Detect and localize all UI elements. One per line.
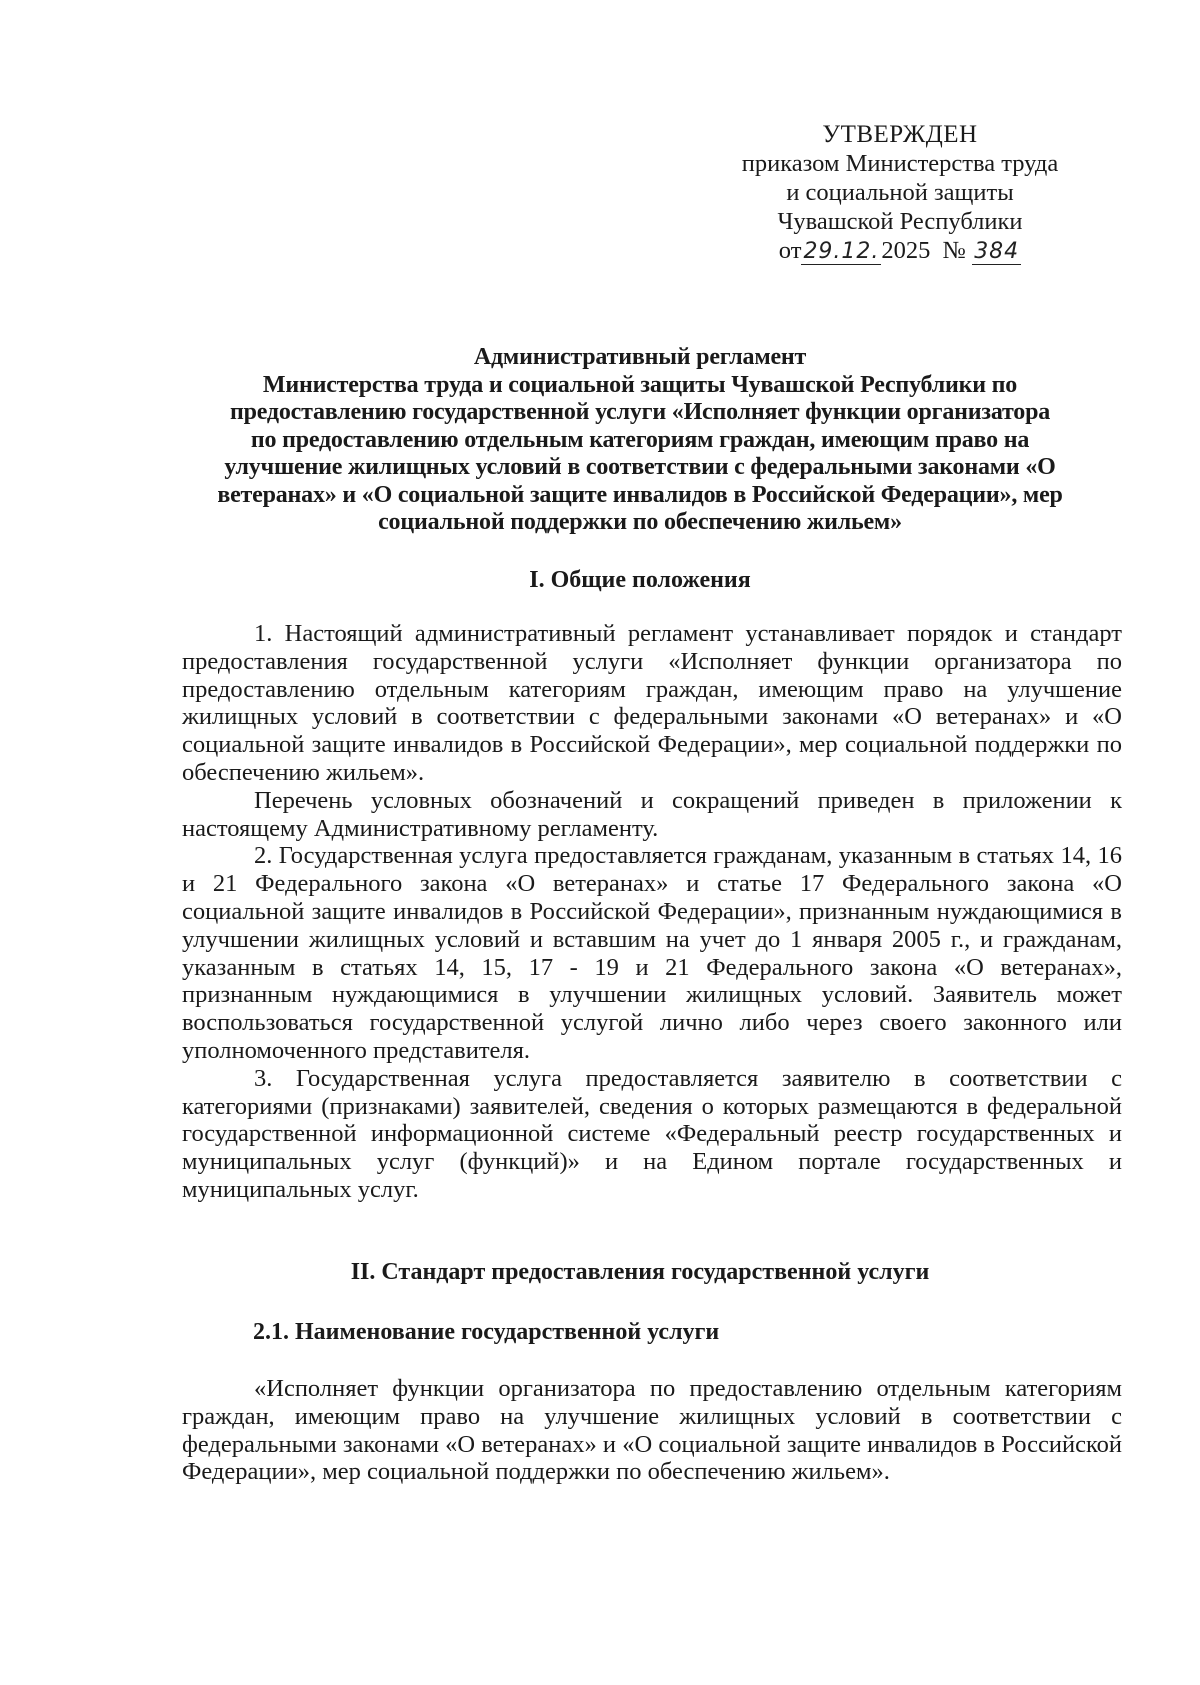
section-2-heading: II. Стандарт предоставления государственной услуги [350, 1259, 930, 1285]
section-2-1-body [182, 1375, 1122, 1486]
title-line-6: ветеранах» и «О социальной защите инвалидов в Российской Федерации», мер [217, 481, 1063, 508]
section-1-body [182, 620, 1122, 1204]
title-line-3: предоставлению государственной услуги «Исполняет функции организатора [229, 399, 1051, 425]
section-2-1-heading: 2.1. Наименование государственной услуги [253, 1319, 720, 1345]
paragraph-2: 2. Государственная услуга предоставляется гражданам, указанным в статьях 14, 16 и 21 Федерального закона «О ветеранах» и статье 17 Федерального закона «О социальной защите инвалидов в Российской Федерации», признанным нуждающимися в улучшении жилищных условий и вставшим на учет до 1 января 2005 г., и гражданам, указанным в статьях 14, 15, 17 - 19 и 21 Федерального закона «О ветеранах», признанным нуждающимися в улучшении жилищных условий. Заявитель может воспользоваться государственной услугой лично либо через своего законного или уполномоченного представителя. [182, 842, 1122, 1064]
handwritten-number: 384 [974, 239, 1020, 264]
paragraph-3: 3. Государственная услуга предоставляется заявителю в соответствии с категориями (признаками) заявителей, сведения о которых размещаются в федеральной государственной информационной системе «Федеральный реестр государственных и муниципальных услуг (функций)» и на Едином портале государственных и муниципальных услуг. [182, 1064, 1122, 1203]
service-name-paragraph: «Исполняет функции организатора по предоставлению отдельным категориям граждан, имеющим право на улучшение жилищных условий в соответствии с федеральными законами «О ветеранах» и «О социальной защите инвалидов в Российской Федерации», мер социальной поддержки по обеспечению жильем». [182, 1375, 1122, 1486]
title-line-5: улучшение жилищных условий в соответствии с федеральными законами «О [224, 454, 1056, 480]
approved-label: УТВЕРЖДЕН [822, 121, 978, 148]
approval-stamp-block [700, 120, 1100, 266]
date-prefix: от [778, 237, 802, 264]
title-line-2: Министерства труда и социальной защиты Чувашской Республики по [262, 371, 1018, 398]
title-line-7: социальной поддержки по обеспечению жильем» [378, 509, 902, 535]
date-year: 2025 [881, 237, 931, 264]
title-line-4: по предоставлению отдельным категориям граждан, имеющим право на [250, 426, 1030, 453]
handwritten-date: 29.12. [803, 239, 880, 264]
section-1-heading: I. Общие положения [529, 567, 751, 593]
approval-date-line [700, 236, 1100, 266]
document-title [160, 344, 1120, 537]
approval-line-3: Чувашской Республики [777, 208, 1023, 235]
paragraph-1: 1. Настоящий административный регламент устанавливает порядок и стандарт предоставления государственной услуги «Исполняет функции организатора по предоставлению отдельным категориям граждан, имеющим право на улучшение жилищных условий в соответствии с федеральными законами «О ветеранах» и «О социальной защите инвалидов в Российской Федерации», мер социальной поддержки по обеспечению жильем». [182, 620, 1122, 786]
paragraph-abbreviations: Перечень условных обозначений и сокращений приведен в приложении к настоящему Административному регламенту. [182, 786, 1122, 842]
approval-line-2: и социальной защиты [786, 179, 1014, 206]
title-line-1: Административный регламент [473, 344, 807, 370]
approval-line-1: приказом Министерства труда [741, 150, 1059, 177]
number-prefix: № [942, 237, 967, 264]
